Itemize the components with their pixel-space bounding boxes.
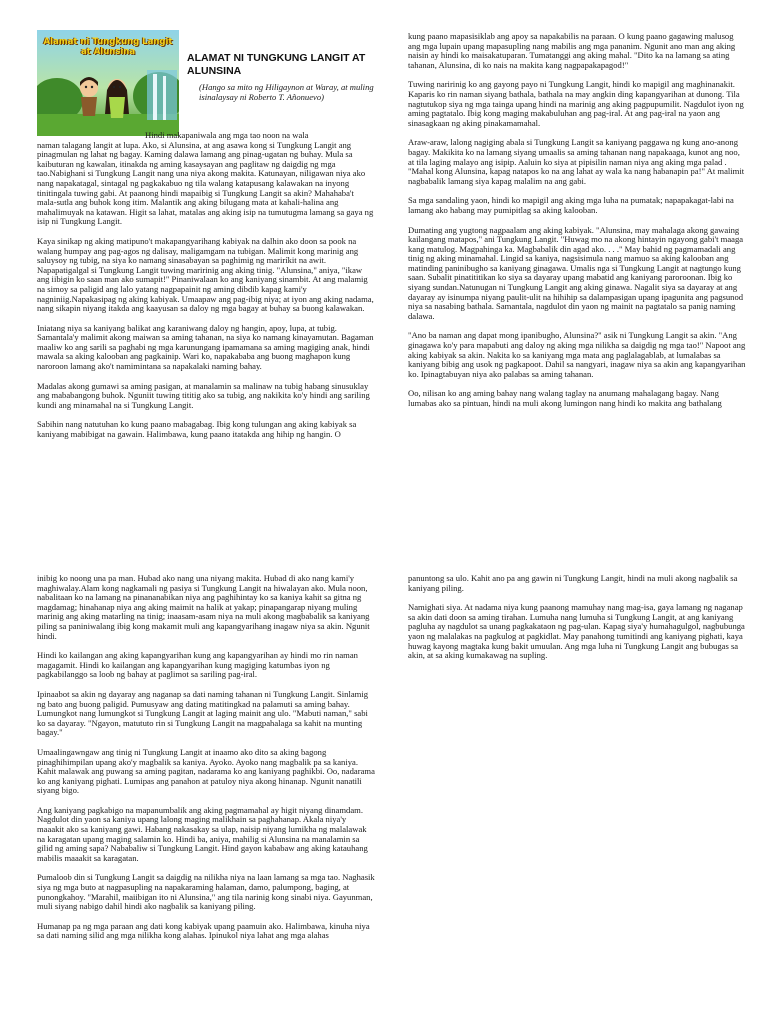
cover-title-line-1: Alamat ni Tungkung Langit: [43, 37, 173, 47]
paragraph: Pumaloob din si Tungkung Langit sa daigdig na nilikha niya na laan lamang sa mga tao. Naghasik siya ng mga buto at nagpasupling na napakaraming halaman, damo, palumpong, baging, at punongkahoy. "Marahil, maiibigan ito ni Alunsina," ang tila narinig kong sinabi niya. Gayunman, muli siyang nabigo dahil hindi ako nagbalik sa kaniyang piling.: [37, 872, 375, 912]
paragraph: Iniatang niya sa kaniyang balikat ang karaniwang daloy ng hangin, apoy, lupa, at tubig. Samantala'y malimit akong maiwan sa aming tahanan, na siya ko namang kinayamutan. Bagaman maaliw ko ang sarili sa paghabi ng mga karunungang ipamamana sa aming magiging anak, hindi mawala sa aking kalooban ang pagkainip. Wari ko, napakababa ang buong maghapon kung naroroon lamang ako't namimintana sa napakalaki naming bahay.: [37, 322, 374, 372]
cover-title: [41, 38, 175, 57]
cover-title-line-2: at Alunsina: [80, 46, 136, 57]
paragraph: Umaalingawngaw ang tinig ni Tungkung Langit at inaamo ako dito sa aking bagong pinaghihimpilan upang ako'y magbalik sa kaniya. Ayoko. Ayoko nang magbalik pa sa kaniya. Kahit malawak ang puwang sa aming pagitan, nadarama ko ang kaniyang paghikbi. Oo, nadarama ko ang kaniyang pighati. Lumipas ang panahon at patuloy niya akong hinanap. Ngunit nanatili siyang bigo.: [37, 746, 375, 796]
paragraph: Madalas akong gumawi sa aming pasigan, at manalamin sa malinaw na tubig habang sinusuklay ang mababangong buhok. Nguniit tuwing tititig ako sa tubig, ang nakikita ko'y hindi ang sariling kundi ang minamahal na si Tungkung Langit.: [37, 380, 370, 410]
column-bottom-right: [408, 574, 746, 671]
opening-line: Hindi makapaniwala ang mga tao noon na wala: [145, 130, 309, 140]
paragraph: Araw-araw, lalong nagiging abala si Tungkung Langit sa kaniyang paggawa ng kung ano-anong bagay. Makikita ko na lamang siyang umaalis sa aming tahanan nang napakaaga, kunot ang noo, at tila laging malayo ang isipip. Aaluin ko siya at pipisilin naman niya ang aking mga palad . "Mahal kong Alunsina, kapag natapos ko na ang lahat ay wala ka nang habanapin pa!" At malimit nagbabalik lamang siya kapag malalim na ang gabi.: [408, 137, 745, 186]
paragraph: inibig ko noong una pa man. Hubad ako nang una niyang makita. Hubad di ako nang kami'y maghiwalay.Alam kong nagkamali ng pasiya si Tungkung Langit na hiwalayan ako. Mula noon, nabalitaan ko na lamang na pinananabikan niya ang paghihintay ko sa kaniya kahit sa gitna ng magdamag; hinahanap niya ang aking maimit na halik at yakap; pinapangarap niyang muling marinig ang aking matarling na tinig; inaasam-asam niya na muli akong magbabalik sa kaniyang piling sa paniniwalang ibig kong makamit muli ang kapangyarihang inagaw niya sa akin. Ngunit hindi.: [37, 573, 370, 641]
paragraph: Sabihin nang natutuhan ko kung paano mabagabag. Ibig kong tulungan ang aking kabiyak sa kaniyang mabibigat na gawain. Halimbawa, kung paano itatakda ang hihip ng hangin. O: [37, 419, 357, 440]
paragraph: Dumating ang yugtong nagpaalam ang aking kabiyak. "Alunsina, may mahalaga akong gawaing kailangang matapos," ani Tungkung Langit. "Huwag mo na akong hintayin ngayong gabi't maaga kang matulog. Magpahinga ka. Magbabalik din agad ako. . . ." May bahid ng pagmamadali ang tinig ng aking minamahal. Lingid sa kaniya, nagsisimula nang mamuo sa aking kalooban ang matinding paninibugho sa kaniyang ginagawa. Umalis nga si Tungkung Langit at nagtungo kung saan. Subalit pinatititikan ko siya sa dayaray upang mabatid ang kaniyang paroroonan. Ibig ko siyang sundan.Natunugan ni Tungkung Langit ang aking ginawa. Nagalit siya sa dayaray at ang dayaray ay isinumpa niyang paulit-ulit na hihihip sa dalampasigan upang ipagunita ang pagsunod niya sa nasabing bathala. Samantala, nagdulot din yaon ng mainit na pagtatalo sa panig naming dalawa.: [408, 224, 744, 321]
paragraph: Kaya sinikap ng aking matipuno't makapangyarihang kabiyak na dalhin ako doon sa pook na walang humpay ang pag-agos ng dalisay, maligamgam na tubigan. Malimit kong marinig ang saluysoy ng tubig, na siya ko namang sinasabayan sa paghimig ng mariríkit na awit. Napapatigalgal si Tungkung Langit tuwing maririnig ang aking tinig. "Alunsina," aniya, "ikaw ang iibigin ko saan man ako sumapit!" Pinaniwalaan ko ang kaniyang sinambit. At ang malamig na simoy sa paligid ang lalo yatang nagpapainit ng aming dibdib kapag kami'y nagniniig.Napakasipag ng aking kabiyak. Umaapaw ang pag-ibig niya; at iyon ang aking nadama, nang sikapin niyang itakda ang kaayusan sa daloy ng mga bagay at buhay sa buong kalawakan.: [37, 235, 374, 314]
paragraph: Tuwing naririnig ko ang gayong payo ni Tungkung Langit, hindi ko mapigil ang maghinanakit. Kaparis ko rin naman siyang bathala, bathala na may angkin ding kapangyarihan at dunong. Tila nagtutukop siya ng mga tainga upang hindi na marinig ang aking pagpupumilit. Nagdulot iyon ng aming pagtatalo. Ibig kong maging makabuluhan ang pag-iral. At ang pag-iral na yaon ang sinasagkaan ng aking pinakamamahal.: [408, 79, 744, 128]
paragraph: Ang kaniyang pagkabigo na mapanumbalik ang aking pagmamahal ay higit niyang dinamdam. Nagdulot din yaon sa kaniya upang lalong maging malikhain sa paghahanap. Akala niya'y maaakit ako sa kaniyang gawi. Habang nakasakay sa ulap, naisip niyang lumikha ng malalawak na karagatan upang maging salamin ko. Hindi ba, aniya, mahilig si Alunsina na manalamin sa gilid ng aming sapa? Nababaliw si Tungkung Langit. Hind gayon kababaw ang aking katauhang mabilis maaakit sa karagatan.: [37, 804, 368, 863]
subtitle: (Hango sa mito ng Hiligaynon at Waray, at muling isinalaysay ni Roberto T. Añonuevo): [199, 82, 374, 102]
paragraph: "Ano ba naman ang dapat mong ipanibugho, Alunsina?" asik ni Tungkung Langit sa akin. "Ang ginagawa ko'y para mapabuti ang daloy ng aking mga nilikha sa daigdig ng mga tao!" Napoot ang aking kabiyak sa akin. Nakita ko sa kaniyang mga mata ang paglalagablab, at lumalabas sa kaniyang bibig ang usok ng pagkapoot. Dahil sa nangyari, inagaw niya sa akin ang kapangyarihan ko. Ipinagtabuyan niya ako palabas sa aming tahanan.: [408, 330, 746, 379]
paragraph: kung paano mapasisiklab ang apoy sa napakabilis na paraan. O kung paano gagawing malusog ang mga lupain upang mapasupling nang mabilis ang mga pananim. Ngunit ano man ang aking naisin ay hindi ko maisakatuparan. Tumatanggi ang aking mahal. "Dito ka na lamang sa ating tahanan, Alunsina, di ko nais na makita kang nagpapakapagod!": [408, 31, 736, 70]
paragraph: Humanap pa ng mga paraan ang dati kong kabiyak upang paamuin ako. Halimbawa, kinuha niya sa dati naming silid ang mga nilikha kong alahas. Ipinukol niya lahat ang mga alahas: [37, 920, 370, 941]
header: [37, 30, 375, 138]
paragraph: Oo, nilisan ko ang aming bahay nang walang taglay na anumang mahalagang bagay. Nang lumabas ako sa pintuan, hindi na muli akong lumingon nang hindi ko makita ang bathalang: [408, 388, 722, 408]
page-title: ALAMAT NI TUNGKUNG LANGIT AT ALUNSINA: [187, 52, 366, 77]
column-top-left: [37, 131, 375, 450]
paragraph: Namighati siya. At nadama niya kung paanong mamuhay nang mag-isa, gaya lamang ng naganap sa akin dati doon sa aming tirahan. Lumuha nang lumuha si Tungkung Langit, at ang kaniyang pagluha ay nagdulot sa unang pagkakataon ng pag-ulan. Kapag siya'y humahagulgol, nagbubunga yaon ng malalakas na pagkulog at pagkidlat. May panahong tumitindi ang kaniyang pighati, kaya huwag kayong magtaka kung bakit umuulan. Ang mga luha ni Tungkung Langit ang bubugas sa akin, at sa aking kumakawag na supling.: [408, 602, 745, 661]
title-block: [187, 52, 375, 102]
paragraph: naman talagang langit at lupa. Ako, si Alunsina, at ang asawa kong si Tungkung Langit ang pinagmulan ng lahat ng bagay. Kaming dalawa lamang ang pinag-ugatan ng buhay. Mula sa kaibuturan ng kawalan, itinakda ng aming kasaysayan ang paglitaw ng daigdig ng mga tao.Nabighani si Tungkung Langit nang una niya akong makita. Katunayan, niligawan niya ako nang napakatagal, sintagal ng pagkakabuo ng tila walang katapusang kalawakan na inyong tinitingala tuwing gabi. At paanong hindi mapaibig si Tungkung Langit sa akin? Mahahaba't mala-sutla ang buhok kong itim. Malantik ang aking bilugang mata at kahali-halina ang mahalimuyak na katawan. Higit sa lahat, matalas ang aking isip na tumutugma lamang sa gaya ng isip ni Tungkung Langit.: [37, 139, 374, 227]
paragraph: Hindi ko kailangan ang aking kapangyarihan kung ang kapangyarihan ay hindi mo rin naman magagamit. Hindi ko kailangan ang kapangyarihan kung magiging katumbas iyon ng pagkabilanggo sa loob ng bahay at paglimot sa sariling pag-iral.: [37, 650, 358, 680]
column-bottom-left: [37, 574, 375, 951]
paragraph: panuntong sa ulo. Kahit ano pa ang gawin ni Tungkung Langit, hindi na muli akong nagbalik sa kaniyang piling.: [408, 573, 738, 593]
paragraph: Ipinaabot sa akin ng dayaray ang naganap sa dati naming tahanan ni Tungkung Langit. Sinlamig ng bato ang buong paligid. Pumusyaw ang dating matitingkad na palamuti sa aming bahay. Lumungkot nang lumungkot si Tungkung Langit at laging mainit ang ulo. "Mabuti naman," sabi ko sa dayaray. "Ngayon, matututo rin si Tungkung Langit na magpahalaga sa kahit na munting bagay.": [37, 688, 369, 738]
paragraph: Sa mga sandaling yaon, hindi ko mapigil ang aking mga luha na pumatak; napapakagat-labi na lamang ako habang may pumipitlag sa aking kalooban.: [408, 195, 734, 215]
cover-illustration: [37, 30, 179, 136]
column-top-right: [408, 32, 746, 419]
